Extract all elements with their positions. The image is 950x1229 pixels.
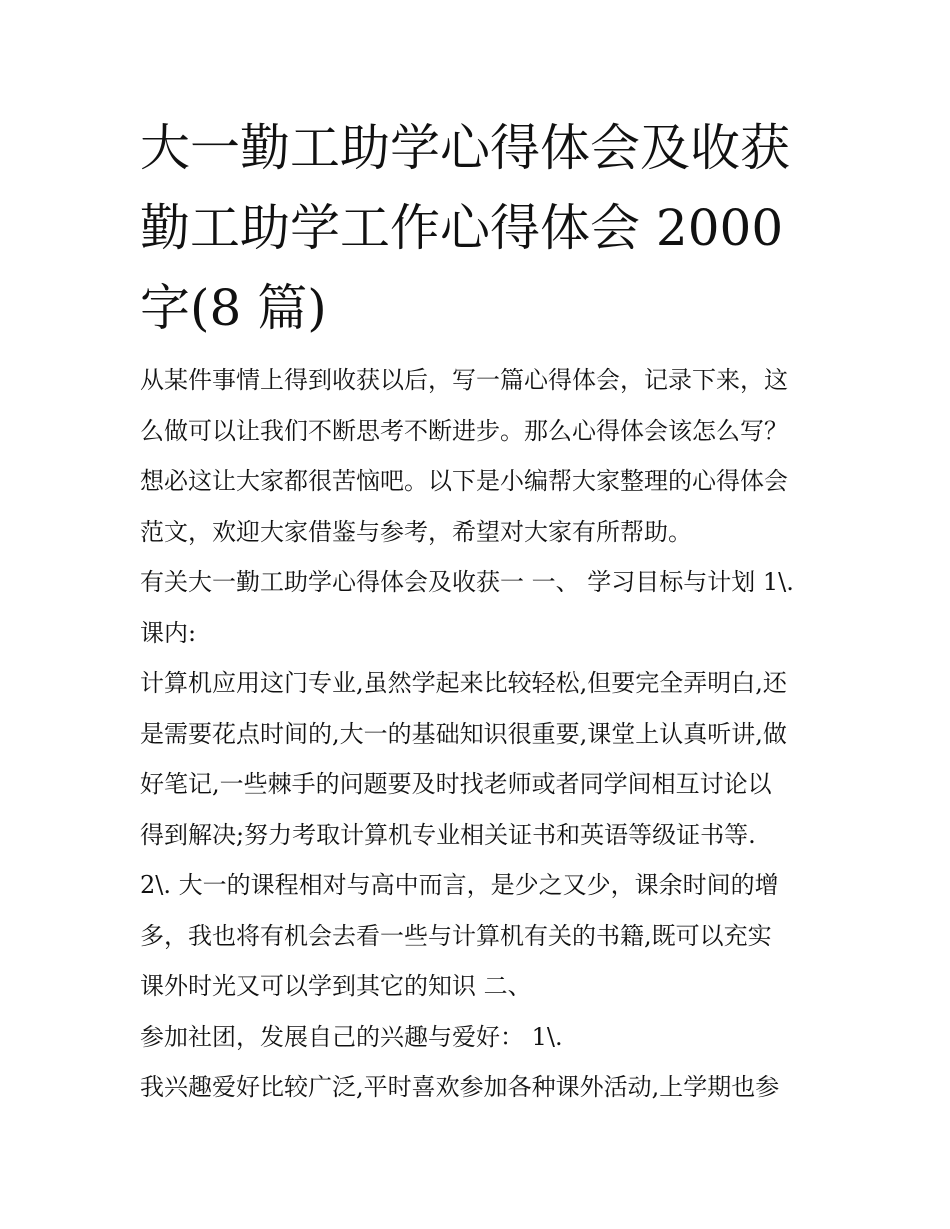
title-line-3: 字(8 篇) bbox=[140, 279, 327, 337]
body-line-7: 计算机应用这门专业,虽然学起来比较轻松,但要完全弄明白,还 bbox=[140, 669, 787, 697]
body-line-8: 是需要花点时间的,大一的基础知识很重要,课堂上认真听讲,做 bbox=[140, 719, 787, 748]
body-line-10: 得到解决;努力考取计算机专业相关证书和英语等级证书等. bbox=[140, 820, 756, 849]
document-title bbox=[140, 108, 840, 348]
body-line-5: 有关大一勤工助学心得体会及收获一 一、 学习目标与计划 1\. bbox=[140, 568, 794, 596]
body-line-11: 2\. 大一的课程相对与高中而言，是少之又少，课余时间的增 bbox=[140, 871, 779, 899]
body-line-4: 范文，欢迎大家借鉴与参考，希望对大家有所帮助。 bbox=[140, 517, 692, 546]
body-line-2: 么做可以让我们不断思考不断进步。那么心得体会该怎么写？ bbox=[140, 416, 788, 445]
body-line-9: 好笔记,一些棘手的问题要及时找老师或者同学间相互讨论以 bbox=[140, 770, 772, 798]
body-line-6: 课内: bbox=[140, 618, 197, 647]
title-line-1: 大一勤工助学心得体会及收获 bbox=[140, 119, 790, 177]
body-line-1: 从某件事情上得到收获以后，写一篇心得体会，记录下来，这 bbox=[140, 366, 788, 394]
body-line-13: 课外时光又可以学到其它的知识 二、 bbox=[140, 972, 532, 1000]
body-line-3: 想必这让大家都很苦恼吧。以下是小编帮大家整理的心得体会 bbox=[140, 467, 788, 495]
title-line-2: 勤工助学工作心得体会 2000 bbox=[140, 199, 784, 257]
document-body bbox=[140, 355, 820, 1113]
body-line-14: 参加社团，发展自己的兴趣与爱好： 1\. bbox=[140, 1022, 563, 1051]
body-line-15: 我兴趣爱好比较广泛,平时喜欢参加各种课外活动,上学期也参 bbox=[140, 1073, 780, 1101]
body-line-12: 多，我也将有机会去看一些与计算机有关的书籍,既可以充实 bbox=[140, 921, 772, 950]
